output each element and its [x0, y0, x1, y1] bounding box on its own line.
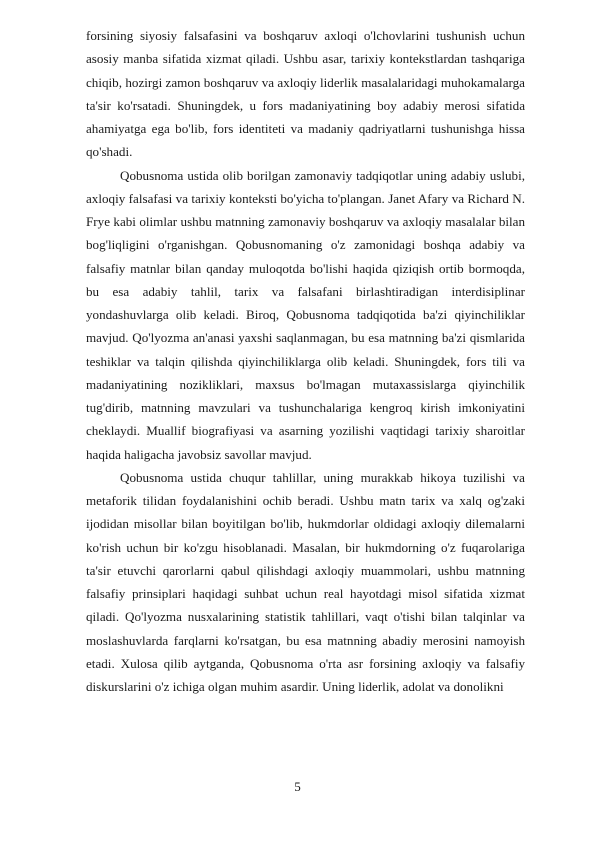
paragraph-continuation: forsining siyosiy falsafasini va boshqaruv axloqi o'lchovlarini tushunish uchun asosiy manba sifatida xizmat qiladi. Ushbu asar, tarixiy kontekstlardan tashqariga chiqib, hozirgi zamon boshqaruv va axloqiy liderlik masalalaridagi muhokamalarga ta'sir ko'rsatadi. Shuningdek, u fors madaniyatining boy adabiy merosi sifatida ahamiyatga ega bo'lib, fors identiteti va madaniy qadriyatlarni tushunishga hissa qo'shadi.	[86, 28, 525, 160]
page-number: 5	[294, 779, 301, 794]
paragraph-modern-research: Qobusnoma ustida olib borilgan zamonaviy tadqiqotlar uning adabiy uslubi, axloqiy falsafasi va tarixiy konteksti bo'yicha to'plangan. Janet Afary va Richard N. Frye kabi olimlar ushbu matnning zamonaviy boshqaruv va axloqiy masalalar bilan bog'liqligini o'rganishgan. Qobusnomaning o'z zamonidagi boshqa adabiy va falsafiy matnlar bilan qanday muloqotda bo'lishi haqida qiziqish ortib bormoqda, bu esa adabiy tahlil, tarix va falsafani birlashtiradigan interdisiplinar yondashuvlarga olib keladi. Biroq, Qobusnoma tadqiqotida ba'zi qiyinchiliklar mavjud. Qo'lyozma an'anasi yaxshi saqlanmagan, bu esa matnning ba'zi qismlarida teshiklar va talqin qilishda qiyinchiliklarga olib keladi. Shuningdek, fors tili va madaniyatining nozikliklari, maxsus bo'lmagan mutaxassislarga qiyinchilik tug'dirib, matnning mavzulari va tushunchalariga kengroq kirish imkoniyatini cheklaydi. Muallif biografiyasi va asarning yozilishi vaqtidagi tarixiy sharoitlar haqida haligacha javobsiz savollar mavjud.	[86, 167, 525, 462]
paragraph-deep-analysis: Qobusnoma ustida chuqur tahlillar, uning murakkab hikoya tuzilishi va metaforik tilidan foydalanishini ochib beradi. Ushbu matn tarix va xalq og'zaki ijodidan misollar bilan boyitilgan bo'lib, hukmdorlar oldidagi axloqiy dilemalarni ko'rish uchun bir ko'zgu hisoblanadi. Masalan, bir hukmdorning o'z fuqarolariga ta'sir etuvchi qarorlarni qabul qilishdagi axloqiy muammolari, ushbu matnning falsafiy prinsiplari haqidagi suhbat uchun real hayotdagi misol sifatida xizmat qiladi. Qo'lyozma nusxalarining statistik tahlillari, vaqt o'tishi bilan talqinlar va moslashuvlarda farqlarni ko'rsatgan, bu esa matnning abadiy merosini namoyish etadi. Xulosa qilib aytganda, Qobusnoma o'rta asr forsining axloqiy va falsafiy diskurslarini o'z ichiga olgan muhim asardir. Uning liderlik, adolat va donolikni	[86, 469, 525, 694]
body-text	[86, 24, 525, 698]
